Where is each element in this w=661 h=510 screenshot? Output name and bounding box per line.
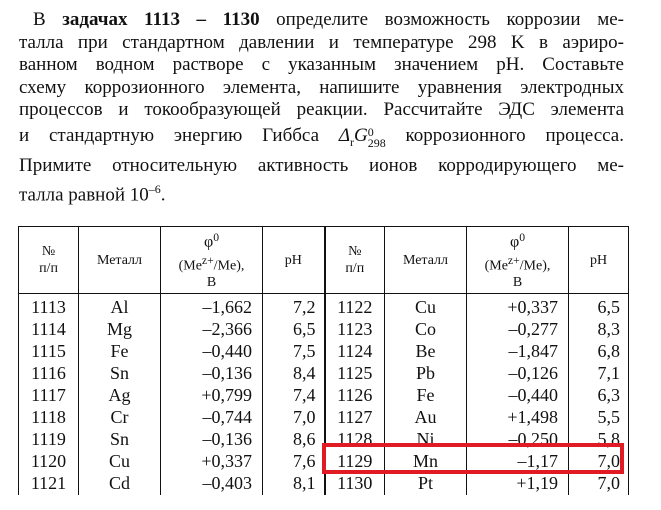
row-num-right: 1122 [325,294,385,320]
row-metal: Al [79,294,161,320]
row-potential-right: +1,19 [467,473,569,495]
row-num: 1117 [19,385,79,407]
task-statement [19,9,624,207]
row-num: 1114 [19,319,79,341]
row-num: 1121 [19,473,79,495]
task-line-1 [19,9,624,32]
row-num-right: 1126 [325,385,385,407]
row-ph: 8,1 [263,473,325,495]
table-header-row [19,227,629,294]
task-line-8 [19,178,624,207]
task-prefix: В [33,9,63,30]
row-ph: 7,4 [263,385,325,407]
header-metal: Металл [79,227,161,294]
row-potential-right: –0,126 [467,363,569,385]
row-potential: –0,136 [161,363,263,385]
row-metal: Cu [79,451,161,473]
gibbs-delta: Δ [338,124,350,146]
row-num: 1115 [19,341,79,363]
header-potential-right: $\varphi^0$ $(Me^{z+}/Me)$, B [467,227,569,294]
row-ph-right: 5,8 [569,429,629,451]
header-potential: $\varphi^0$ $(Me^{z+}/Me)$, B [161,227,263,294]
corrosion-data-table [18,226,629,495]
row-potential-right: –0,440 [467,385,569,407]
table-row [19,294,629,320]
gibbs-energy-symbol [338,124,386,150]
table-row [19,451,629,473]
header-num: № п/п [19,227,79,294]
row-metal-right: Be [385,341,467,363]
task-line-2: талла при стандартном давлении и температуре 298 K в аэриро- [19,31,624,53]
gibbs-g: G [353,124,368,146]
row-ph: 7,0 [263,407,325,429]
row-metal-right: Ni [385,429,467,451]
row-num-right: 1123 [325,319,385,341]
row-metal: Cr [79,407,161,429]
task-line-8-pre: талла равной 10 [19,184,149,206]
row-potential: +0,799 [161,385,263,407]
task-line-8-exponent: –6 [148,181,161,196]
row-ph-right: 6,5 [569,294,629,320]
task-line-6-pre: и стандартную энергию Гиббса [19,124,339,146]
row-num-right: 1130 [325,473,385,495]
task-line-8-post: . [160,184,166,206]
row-potential: –0,440 [161,341,263,363]
row-ph: 8,6 [263,429,325,451]
row-metal-right: Mn [385,451,467,473]
row-potential: –0,744 [161,407,263,429]
task-line-5: процессов и токообразующей реакции. Рассчитайте ЭДС элемента [19,99,624,120]
row-potential: –0,136 [161,429,263,451]
row-metal-right: Co [385,319,467,341]
row-metal: Fe [79,341,161,363]
task-line-4: схему коррозионного элемента, напишите уравнения электродных [19,76,624,98]
row-metal: Mg [79,319,161,341]
row-potential-right: +1,498 [467,407,569,429]
task-line-6-post: коррозионного процесса. [385,124,624,146]
table-row [19,473,629,495]
row-ph: 8,4 [263,363,325,385]
row-ph-right: 7,0 [569,473,629,495]
row-potential: –1,662 [161,294,263,320]
gibbs-sub: 298 [367,135,386,150]
gibbs-sup: 0 [367,124,374,139]
row-ph-right: 6,3 [569,385,629,407]
row-num-right: 1128 [325,429,385,451]
row-ph: 7,5 [263,341,325,363]
row-num: 1113 [19,294,79,320]
row-num-right: 1124 [325,341,385,363]
row-ph-right: 6,8 [569,341,629,363]
gibbs-indices [367,124,386,150]
row-ph-right: 7,0 [569,451,629,473]
row-potential-right: –0,250 [467,429,569,451]
row-num-right: 1125 [325,363,385,385]
row-ph: 7,2 [263,294,325,320]
table-row [19,385,629,407]
task-line-1-rest: определите возможность коррозии ме- [259,9,624,30]
row-num: 1118 [19,407,79,429]
row-ph-right: 7,1 [569,363,629,385]
row-ph: 6,5 [263,319,325,341]
row-potential: +0,337 [161,451,263,473]
row-num: 1116 [19,363,79,385]
row-metal-right: Pb [385,363,467,385]
row-potential: –2,366 [161,319,263,341]
task-line-3: ванном водном растворе с указанным значением pH. Составьте [19,54,624,75]
table-row [19,407,629,429]
row-ph: 7,6 [263,451,325,473]
row-num: 1120 [19,451,79,473]
row-potential: –0,403 [161,473,263,495]
row-num-right: 1127 [325,407,385,429]
row-metal: Sn [79,429,161,451]
task-line-6 [19,122,624,156]
gibbs-r: r [349,134,354,149]
row-metal: Ag [79,385,161,407]
header-metal-right: Металл [385,227,467,294]
row-metal-right: Pt [385,473,467,495]
row-potential-right: –0,277 [467,319,569,341]
row-ph-right: 8,3 [569,319,629,341]
header-num-right: № п/п [325,227,385,294]
row-num: 1119 [19,429,79,451]
row-ph-right: 5,5 [569,407,629,429]
table-row [19,341,629,363]
task-line-7: Примите относительную активность ионов корродирующего ме- [19,155,624,177]
row-potential-right: –1,847 [467,341,569,363]
row-num-right: 1129 [325,451,385,473]
row-metal: Sn [79,363,161,385]
table-row [19,363,629,385]
header-ph-right: pH [569,227,629,294]
row-metal-right: Au [385,407,467,429]
row-metal-right: Fe [385,385,467,407]
header-ph: pH [263,227,325,294]
row-metal-right: Cu [385,294,467,320]
task-range-bold: задачах 1113 – 1130 [62,9,260,30]
row-potential-right: +0,337 [467,294,569,320]
table-row [19,429,629,451]
row-potential-right: –1,17 [467,451,569,473]
row-metal: Cd [79,473,161,495]
table-row [19,319,629,341]
